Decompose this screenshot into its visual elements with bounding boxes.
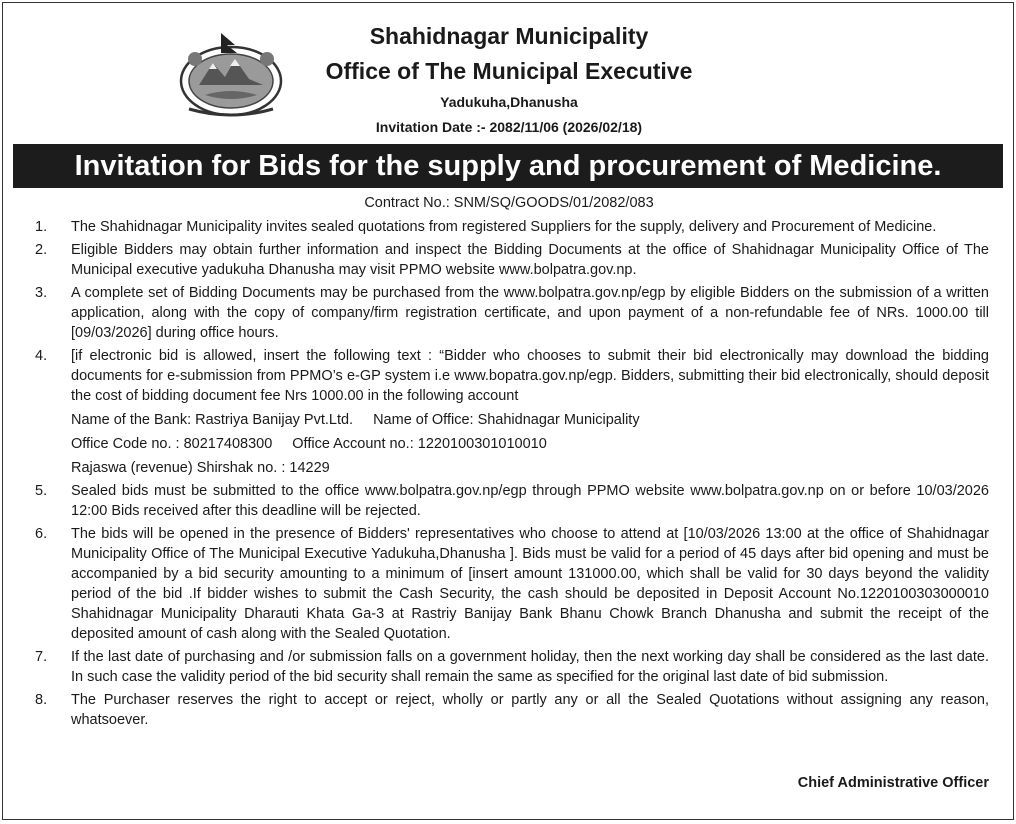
office-name-field: Name of Office: Shahidnagar Municipality (373, 412, 640, 428)
signatory-title: Chief Administrative Officer (797, 775, 989, 791)
clause-number: 7. (35, 649, 48, 665)
clause-text: Eligible Bidders may obtain further information and inspect the Bidding Documents at the office of Shahidnagar Municipality Office of The Municipal executive yadukuha Dhanusha may visit PPMO website www.bolpatra.gov.np. (71, 242, 989, 278)
clause-number: 3. (35, 285, 48, 301)
clause-text: If the last date of purchasing and /or submission falls on a government holiday, then the next working day shall be considered as the last date. In such case the validity period of the bid security shall remain the same as specified for the original last date of bid submission. (71, 649, 989, 685)
notice-title-banner: Invitation for Bids for the supply and procurement of Medicine. (13, 144, 1003, 188)
clause-number: 8. (35, 692, 48, 708)
office-code-line (71, 434, 989, 454)
clause-number: 4. (35, 348, 48, 364)
clause-item (35, 346, 989, 478)
clause-number: 6. (35, 526, 48, 542)
clause-text: The Shahidnagar Municipality invites sealed quotations from registered Suppliers for the supply, delivery and Procurement of Medicine. (71, 219, 937, 235)
revenue-shirshak: Rajaswa (revenue) Shirshak no. : 14229 (71, 460, 330, 476)
notice-page (2, 2, 1014, 820)
municipality-name: Shahidnagar Municipality (369, 23, 649, 49)
contract-number: Contract No.: SNM/SQ/GOODS/01/2082/083 (364, 195, 654, 211)
clause-item (35, 283, 989, 343)
office-address: Yadukuha,Dhanusha (440, 94, 578, 110)
office-name: Office of The Municipal Executive (325, 58, 693, 84)
clause-item (35, 240, 989, 280)
clause-text: [if electronic bid is allowed, insert the following text : “Bidder who chooses to submit their bid electronically may download the bidding documents for e-submission from PPMO’s e-GP system i.e www.bopatra.gov.np/egp. Bidders, submitting their bid electronically, should deposit the cost of bidding document fee Nrs 1000.00 in the following account (71, 348, 989, 404)
clause-text: The bids will be opened in the presence of Bidders' representatives who choose to attend at [10/03/2026 13:00 at the office of Shahidnagar Municipality Office of The Municipal Executive Yadukuha,Dhanusha ]. Bids must be valid for a period of 45 days after bid opening and must be accompanied by a bid security amounting to a minimum of [insert amount 131000.00, which shall be valid for 30 days beyond the validity period of the bid .If bidder wishes to submit the Cash Security, the cash should be deposited in Deposit Account No.1220100303000010 Shahidnagar Municipality Dharauti Khata Ga-3 at Rastriy Banijay Bank Bhanu Chowk Branch Dhanusha and submit the receipt of the deposited amount of cash along with the Sealed Quotation. (71, 526, 989, 642)
clause-item (35, 524, 989, 644)
bank-name: Name of the Bank: Rastriya Banijay Pvt.Ltd. (71, 412, 354, 428)
clause-item (35, 481, 989, 521)
clause-text: A complete set of Bidding Documents may be purchased from the www.bolpatra.gov.np/egp by eligible Bidders on the submission of a written application, along with the copy of company/firm registration certificate, and upon payment of a non-refundable fee of NRs. 1000.00 till [09/03/2026] during office hours. (71, 285, 989, 341)
clause-number: 1. (35, 219, 48, 235)
office-code: Office Code no. : 80217408300 (71, 436, 273, 452)
clause-item (35, 217, 989, 237)
bank-name-line (71, 410, 989, 430)
clause-item (35, 690, 989, 730)
clause-text: The Purchaser reserves the right to accept or reject, wholly or partly any or all the Sealed Quotations without assigning any reason, whatsoever. (71, 692, 989, 728)
clause-item (35, 647, 989, 687)
clause-number: 2. (35, 242, 48, 258)
clause-text: Sealed bids must be submitted to the office www.bolpatra.gov.np/egp through PPMO website www.bolpatra.gov.np on or before 10/03/2026 12:00 Bids received after this deadline will be rejected. (71, 483, 989, 519)
clause-list (35, 217, 989, 733)
office-account: Office Account no.: 1220100301010010 (292, 436, 547, 452)
clause-number: 5. (35, 483, 48, 499)
revenue-shirshak-line (71, 458, 989, 478)
invitation-date: Invitation Date :- 2082/11/06 (2026/02/18) (375, 119, 643, 135)
